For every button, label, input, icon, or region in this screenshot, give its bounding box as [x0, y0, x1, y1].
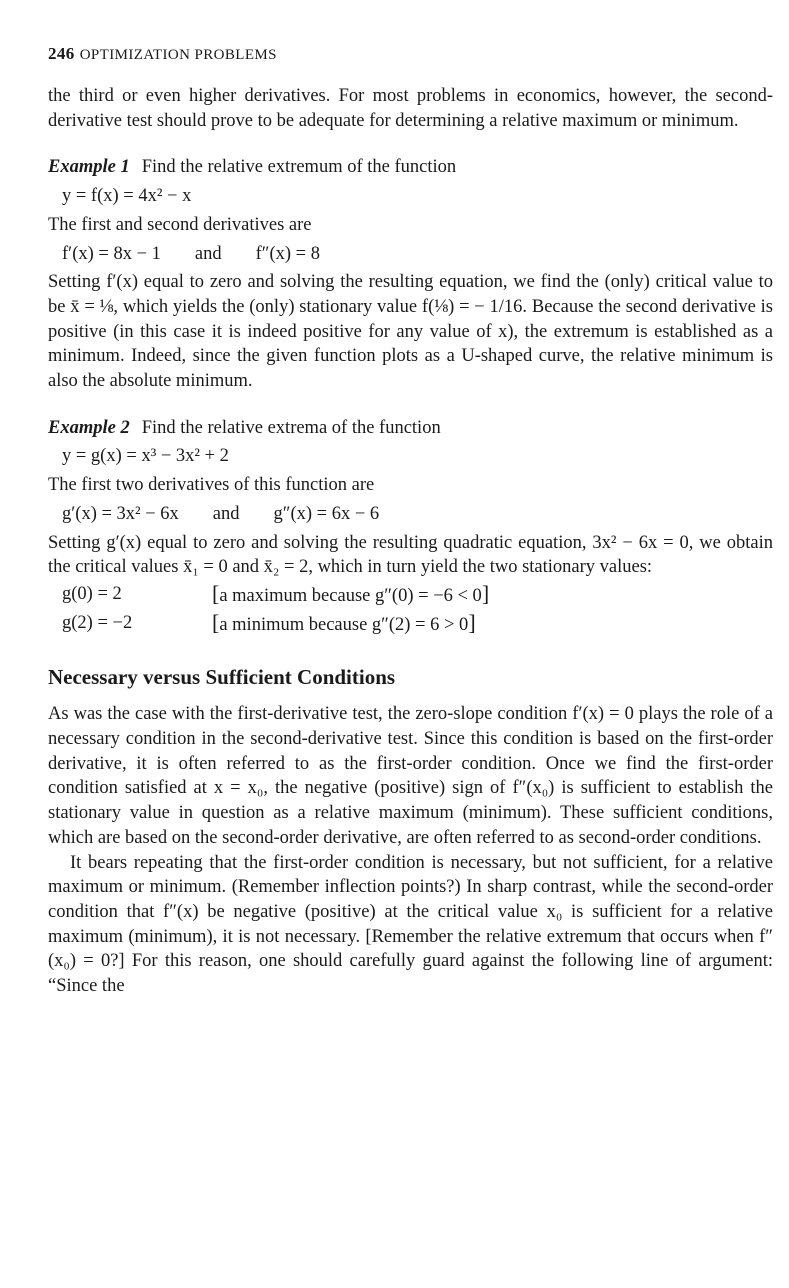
intro-paragraph: the third or even higher derivatives. For most problems in economics, however, the second-derivative test should prove to be adequate for determining a relative maximum or minimum.: [48, 86, 773, 131]
example-1-second-deriv: f″(x) = 8: [255, 243, 320, 264]
example-2-label: Example 2: [48, 417, 130, 438]
example-1-paragraph: Setting f′(x) equal to zero and solving the resulting equation, we find the (only) critical value to be x̄ = ⅛, which yields the (only) stationary value f(⅛) = − 1/16. Because the second derivative is positive (in this case it is indeed positive for any value of x), the extremum is established as a minimum. Indeed, since the given function plots as a U-shaped curve, the relative minimum is also the absolute minimum.: [48, 272, 773, 392]
example-1-function: y = f(x) = 4x² − x: [62, 186, 192, 207]
example-2-derivatives: [48, 502, 773, 527]
stationary-note-1: [a maximum because g″(0) = −6 < 0]: [212, 580, 490, 606]
stationary-value-2: g(2) = −2: [62, 612, 133, 633]
example-2-derivs-intro: The first two derivatives of this function are: [48, 475, 375, 496]
example-1-heading: [48, 155, 773, 180]
example-2-and: and: [212, 503, 240, 524]
page-number: 246: [48, 44, 75, 63]
section-paragraph-1: As was the case with the first-derivative test, the zero-slope condition f′(x) = 0 plays the role of a necessary condition in the second-derivative test. Since this condition is based on the first-order derivative, it is often referred to as the first-order condition. Once we find the first-order condition satisfied at x = x₀, the negative (positive) sign of f″(x₀) is sufficient to establish the stationary value in question as a relative maximum (minimum). These sufficient conditions, which are based on the second-order derivative, are often referred to as second-order conditions.: [48, 704, 773, 848]
example-1-prompt: Find the relative extremum of the function: [141, 157, 457, 178]
stationary-note-2: [a minimum because g″(2) = 6 > 0]: [212, 609, 476, 635]
section-paragraph-2: It bears repeating that the first-order condition is necessary, but not sufficient, for a relative maximum or minimum. (Remember inflection points?) In sharp contrast, while the second-order condition that f″(x) be negative (positive) at the critical value x₀ is sufficient for a relative maximum (minimum), it is not necessary. [Remember the relative extremum that occurs when f″(x₀) = 0?] For this reason, one should carefully guard against the following line of argument: “Since the: [48, 852, 773, 997]
running-header: [48, 44, 773, 64]
stationary-row-2: [48, 611, 773, 638]
section-heading: Necessary versus Sufficient Conditions: [48, 665, 396, 690]
example-1-label: Example 1: [48, 157, 130, 178]
running-title: OPTIMIZATION PROBLEMS: [79, 47, 277, 63]
example-1-and: and: [194, 243, 222, 264]
example-2-function: y = g(x) = x³ − 3x² + 2: [62, 446, 229, 467]
example-2-second-deriv: g″(x) = 6x − 6: [273, 503, 380, 524]
example-1-derivatives: [48, 242, 773, 267]
example-2-heading: [48, 416, 773, 441]
stationary-row-1: [48, 582, 773, 609]
example-2-prompt: Find the relative extrema of the function: [141, 417, 441, 438]
example-1-first-deriv: f′(x) = 8x − 1: [62, 243, 161, 264]
example-2-first-deriv: g′(x) = 3x² − 6x: [62, 503, 179, 524]
page: [48, 44, 773, 999]
example-2-paragraph: Setting g′(x) equal to zero and solving the resulting quadratic equation, 3x² − 6x = 0, we obtain the critical values x̄₁ = 0 and x̄₂ = 2, which in turn yield the two stationary values:: [48, 532, 773, 578]
example-1-derivs-intro: The first and second derivatives are: [48, 214, 312, 235]
stationary-value-1: g(0) = 2: [62, 583, 122, 604]
